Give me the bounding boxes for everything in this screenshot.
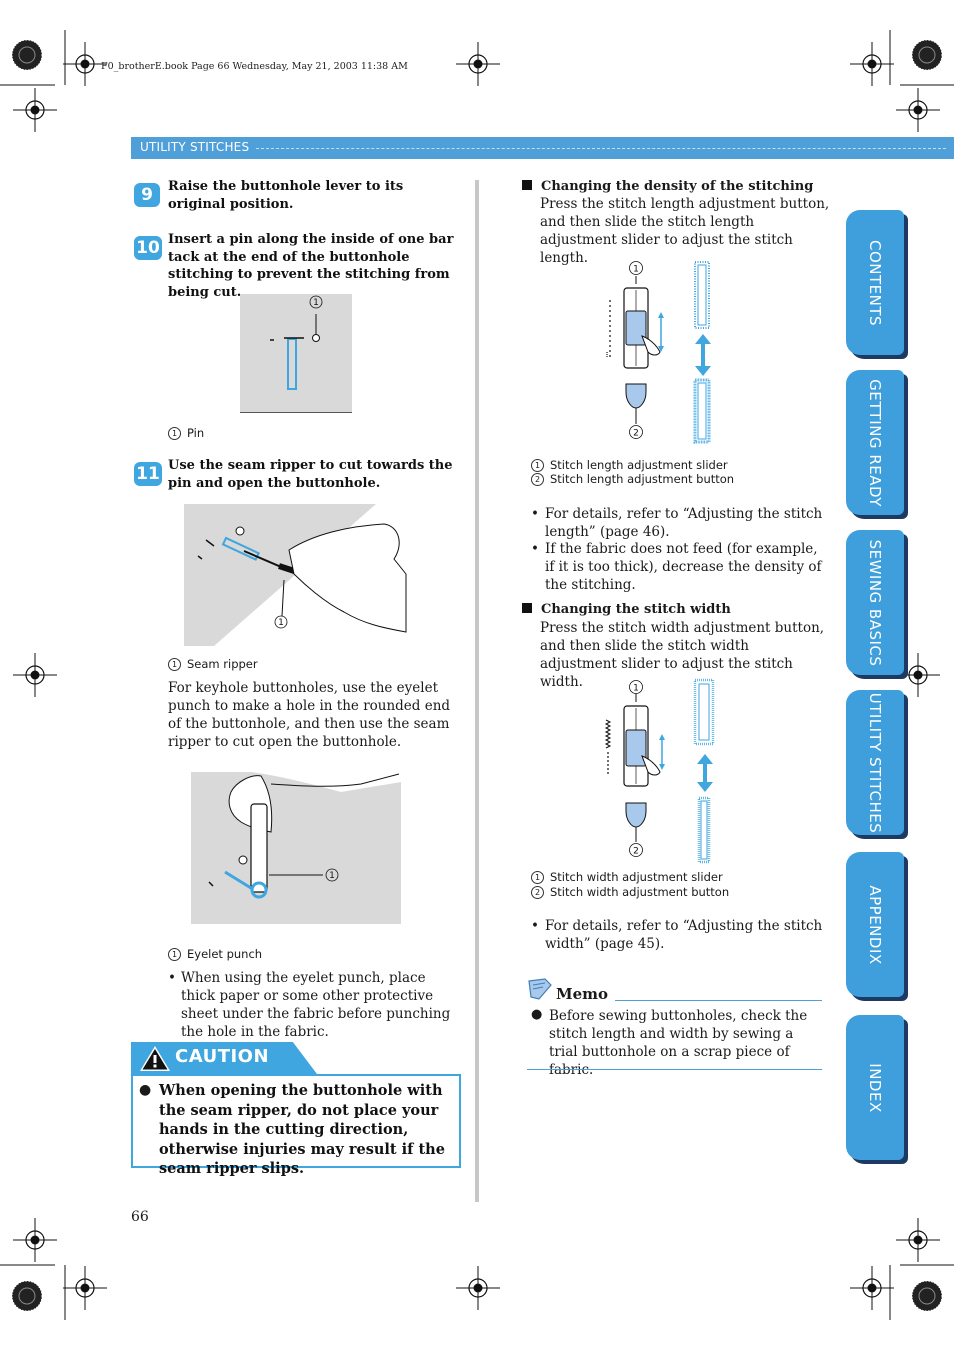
caption-text: Stitch length adjustment button	[550, 472, 735, 486]
caution-label: CAUTION	[175, 1046, 270, 1067]
callout-number: 2	[633, 428, 639, 439]
caution-triangle-icon	[139, 1045, 171, 1072]
section-heading	[522, 178, 813, 195]
heading-text: Changing the density of the stitching	[541, 179, 814, 194]
seam-ripper-figure	[184, 504, 408, 647]
caption-text: Stitch width adjustment slider	[550, 870, 723, 884]
heading-text: Changing the stitch width	[541, 602, 731, 617]
memo-bullet: ●	[531, 1007, 543, 1022]
callout-number: 1	[531, 459, 544, 472]
tab-sewing-basics[interactable]	[846, 530, 904, 675]
tab-utility-stitches[interactable]	[846, 690, 904, 835]
tab-label: GETTING READY	[866, 378, 884, 507]
callout-number: 1	[168, 948, 181, 961]
registration-mark-icon	[63, 1266, 107, 1310]
width-paragraph: Press the stitch width adjustment button, and then slide the stitch width adjustment slider to adjust the stitch width.	[540, 620, 825, 690]
tab-label: SEWING BASICS	[866, 539, 884, 666]
figure-caption	[531, 870, 723, 885]
column-divider	[475, 180, 479, 1202]
bullet-item	[531, 540, 823, 594]
caption-text: Eyelet punch	[187, 947, 263, 961]
double-arrow-icon	[697, 754, 713, 764]
bullet-text: For details, refer to “Adjusting the stitch width” (page 45).	[545, 918, 823, 952]
callout-number: 1	[168, 658, 181, 671]
figure-caption	[531, 885, 729, 900]
step-number-badge: 10	[134, 236, 162, 260]
callout-number: 1	[531, 871, 544, 884]
tab-index[interactable]	[846, 1015, 904, 1160]
header-divider	[256, 148, 946, 149]
bullet-text: When using the eyelet punch, place thick paper or some other protective sheet under the fabric before punching the hole in the fabric.	[181, 970, 451, 1040]
density-paragraph: Press the stitch length adjustment button, and then slide the stitch length adjustment slider to adjust the stitch length.	[540, 196, 830, 266]
caution-bullet: ●	[139, 1082, 152, 1098]
figure-caption	[168, 426, 204, 441]
caption-text: Stitch length adjustment slider	[550, 458, 728, 472]
caption-text: Pin	[187, 426, 205, 440]
tab-appendix[interactable]	[846, 852, 904, 997]
bullet-item	[531, 505, 823, 541]
callout-number: 1	[633, 683, 639, 694]
step-number-badge: 11	[134, 462, 162, 486]
figure-caption	[168, 657, 258, 672]
tab-contents[interactable]	[846, 210, 904, 355]
registration-mark-icon	[12, 40, 42, 70]
pin-icon	[313, 335, 320, 342]
square-bullet	[522, 180, 532, 190]
pin-figure	[240, 294, 352, 413]
registration-mark-icon	[456, 1266, 500, 1310]
bullet-mark: •	[531, 918, 539, 934]
page-number: 66	[131, 1209, 149, 1225]
bullet-text: For details, refer to “Adjusting the stitch length” (page 46).	[545, 506, 823, 540]
callout-number: 1	[168, 427, 181, 440]
callout-number: 1	[313, 298, 319, 308]
memo-divider	[527, 1069, 822, 1070]
file-info: F0_brotherE.book Page 66 Wednesday, May 21, 2003 11:38 AM	[101, 61, 408, 72]
registration-mark-icon	[912, 40, 942, 70]
bullet-mark: •	[168, 970, 176, 986]
tab-label: UTILITY STITCHES	[866, 692, 884, 833]
density-figure	[598, 256, 718, 448]
callout-number: 1	[329, 871, 335, 881]
tab-label: APPENDIX	[866, 884, 884, 965]
tab-label: CONTENTS	[866, 239, 884, 326]
bullet-item	[168, 969, 458, 1041]
memo-pencil-icon	[527, 977, 553, 1001]
tab-label: INDEX	[866, 1062, 884, 1113]
registration-mark-icon	[13, 653, 57, 697]
bullet-mark: •	[531, 541, 539, 557]
registration-mark-icon	[850, 42, 894, 86]
callout-number: 2	[531, 473, 544, 486]
callout-number: 2	[633, 846, 639, 857]
memo-label: Memo	[556, 985, 609, 1003]
step-text: Insert a pin along the inside of one bar tack at the end of the buttonhole stitching to prevent the stitching from being cut.	[168, 232, 454, 300]
registration-mark-icon	[456, 42, 500, 86]
registration-mark-icon	[896, 88, 940, 132]
caption-text: Seam ripper	[187, 657, 258, 671]
bullet-mark: •	[531, 506, 539, 522]
registration-mark-icon	[12, 1281, 42, 1311]
step-text: Use the seam ripper to cut towards the pin and open the buttonhole.	[168, 458, 453, 491]
header-title: UTILITY STITCHES	[140, 140, 250, 154]
callout-number: 1	[633, 264, 639, 275]
bullet-item	[531, 917, 823, 953]
caution-text: When opening the buttonhole with the seam ripper, do not place your hands in the cutting direction, otherwise injuries may result if the seam ripper slips.	[159, 1082, 445, 1177]
registration-mark-icon	[896, 1218, 940, 1262]
double-arrow-icon	[695, 334, 711, 344]
memo-text: Before sewing buttonholes, check the stitch length and width by sewing a trial buttonhole on a scrap piece of fabric.	[549, 1008, 808, 1078]
figure-caption	[531, 472, 734, 487]
registration-mark-icon	[850, 1266, 894, 1310]
figure-caption	[531, 458, 728, 473]
section-heading	[522, 601, 731, 618]
step-text: Raise the buttonhole lever to its original position.	[168, 179, 404, 212]
callout-number: 2	[531, 886, 544, 899]
step-number-badge: 9	[134, 183, 160, 207]
eyelet-punch-icon	[251, 804, 267, 892]
caption-text: Stitch width adjustment button	[550, 885, 730, 899]
registration-mark-icon	[13, 88, 57, 132]
registration-mark-icon	[13, 1218, 57, 1262]
keyhole-paragraph: For keyhole buttonholes, use the eyelet punch to make a hole in the rounded end of the buttonhole, and then use the seam ripper to cut open the buttonhole.	[168, 680, 451, 750]
registration-mark-icon	[912, 1281, 942, 1311]
tab-getting-ready[interactable]	[846, 370, 904, 515]
memo-divider	[615, 1000, 822, 1001]
callout-number: 1	[278, 618, 284, 628]
bullet-text: If the fabric does not feed (for example, if it is too thick), decrease the density of the stitching.	[545, 541, 822, 593]
eyelet-punch-figure	[191, 772, 401, 924]
square-bullet	[522, 603, 532, 613]
figure-caption	[168, 947, 262, 962]
width-figure	[598, 676, 718, 866]
